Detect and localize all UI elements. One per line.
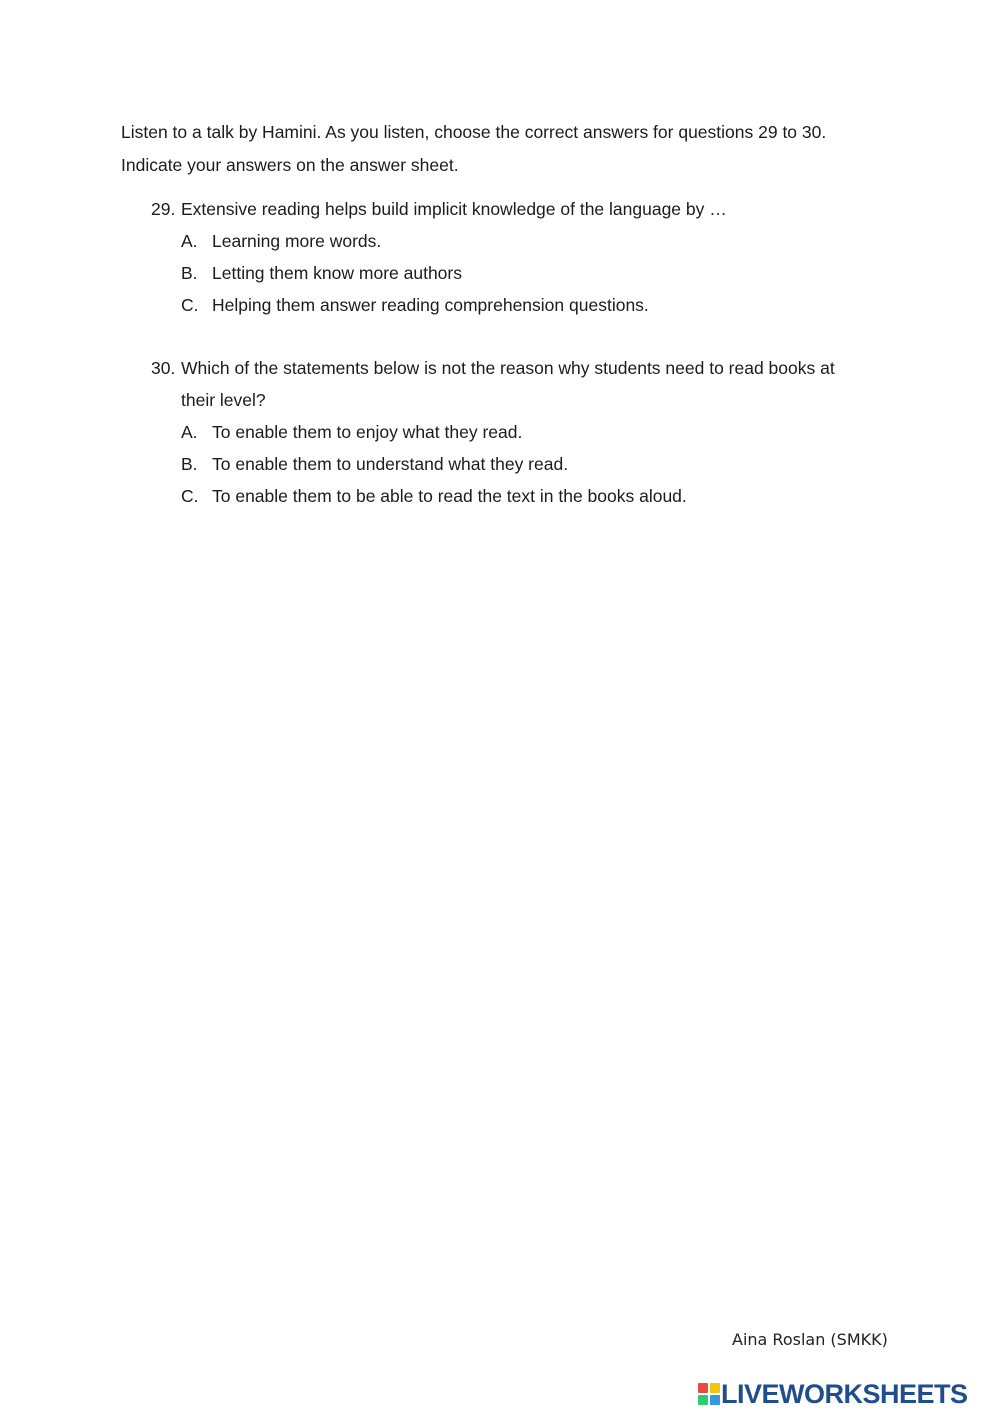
question-text: their level? [181,390,266,410]
option-text: Letting them know more authors [212,263,462,283]
question-text: Extensive reading helps build implicit knowledge of the language by … [181,199,727,219]
option-c[interactable] [151,289,891,321]
author-credit: Aina Roslan (SMKK) [732,1330,888,1349]
instructions-line-2: Indicate your answers on the answer sheet. [121,155,459,175]
liveworksheets-logo-icon [697,1382,721,1406]
instructions [121,116,901,182]
option-letter: C. [181,295,199,315]
brand-name: LIVEWORKSHEETS [721,1379,968,1409]
question-stem [151,352,891,384]
question-stem [151,193,891,225]
option-letter: A. [181,231,198,251]
option-b[interactable] [151,448,891,480]
question-text: Which of the statements below is not the reason why students need to read books at [181,358,835,378]
option-letter: C. [181,486,199,506]
option-letter: A. [181,422,198,442]
option-c[interactable] [151,480,891,512]
option-b[interactable] [151,257,891,289]
option-a[interactable] [151,225,891,257]
option-letter: B. [181,263,198,283]
question-number: 29. [151,199,176,219]
option-text: To enable them to be able to read the text in the books aloud. [212,486,687,506]
liveworksheets-brand[interactable] [697,1378,997,1410]
option-text: To enable them to understand what they read. [212,454,569,474]
question-stem-continued [151,384,891,416]
option-text: To enable them to enjoy what they read. [212,422,523,442]
option-text: Helping them answer reading comprehension questions. [212,295,649,315]
option-letter: B. [181,454,198,474]
instructions-line-1: Listen to a talk by Hamini. As you listen, choose the correct answers for questions 29 to 30. [121,122,827,142]
option-text: Learning more words. [212,231,382,251]
question-number: 30. [151,358,176,378]
option-a[interactable] [151,416,891,448]
question-30 [151,352,891,512]
question-29 [151,193,891,321]
